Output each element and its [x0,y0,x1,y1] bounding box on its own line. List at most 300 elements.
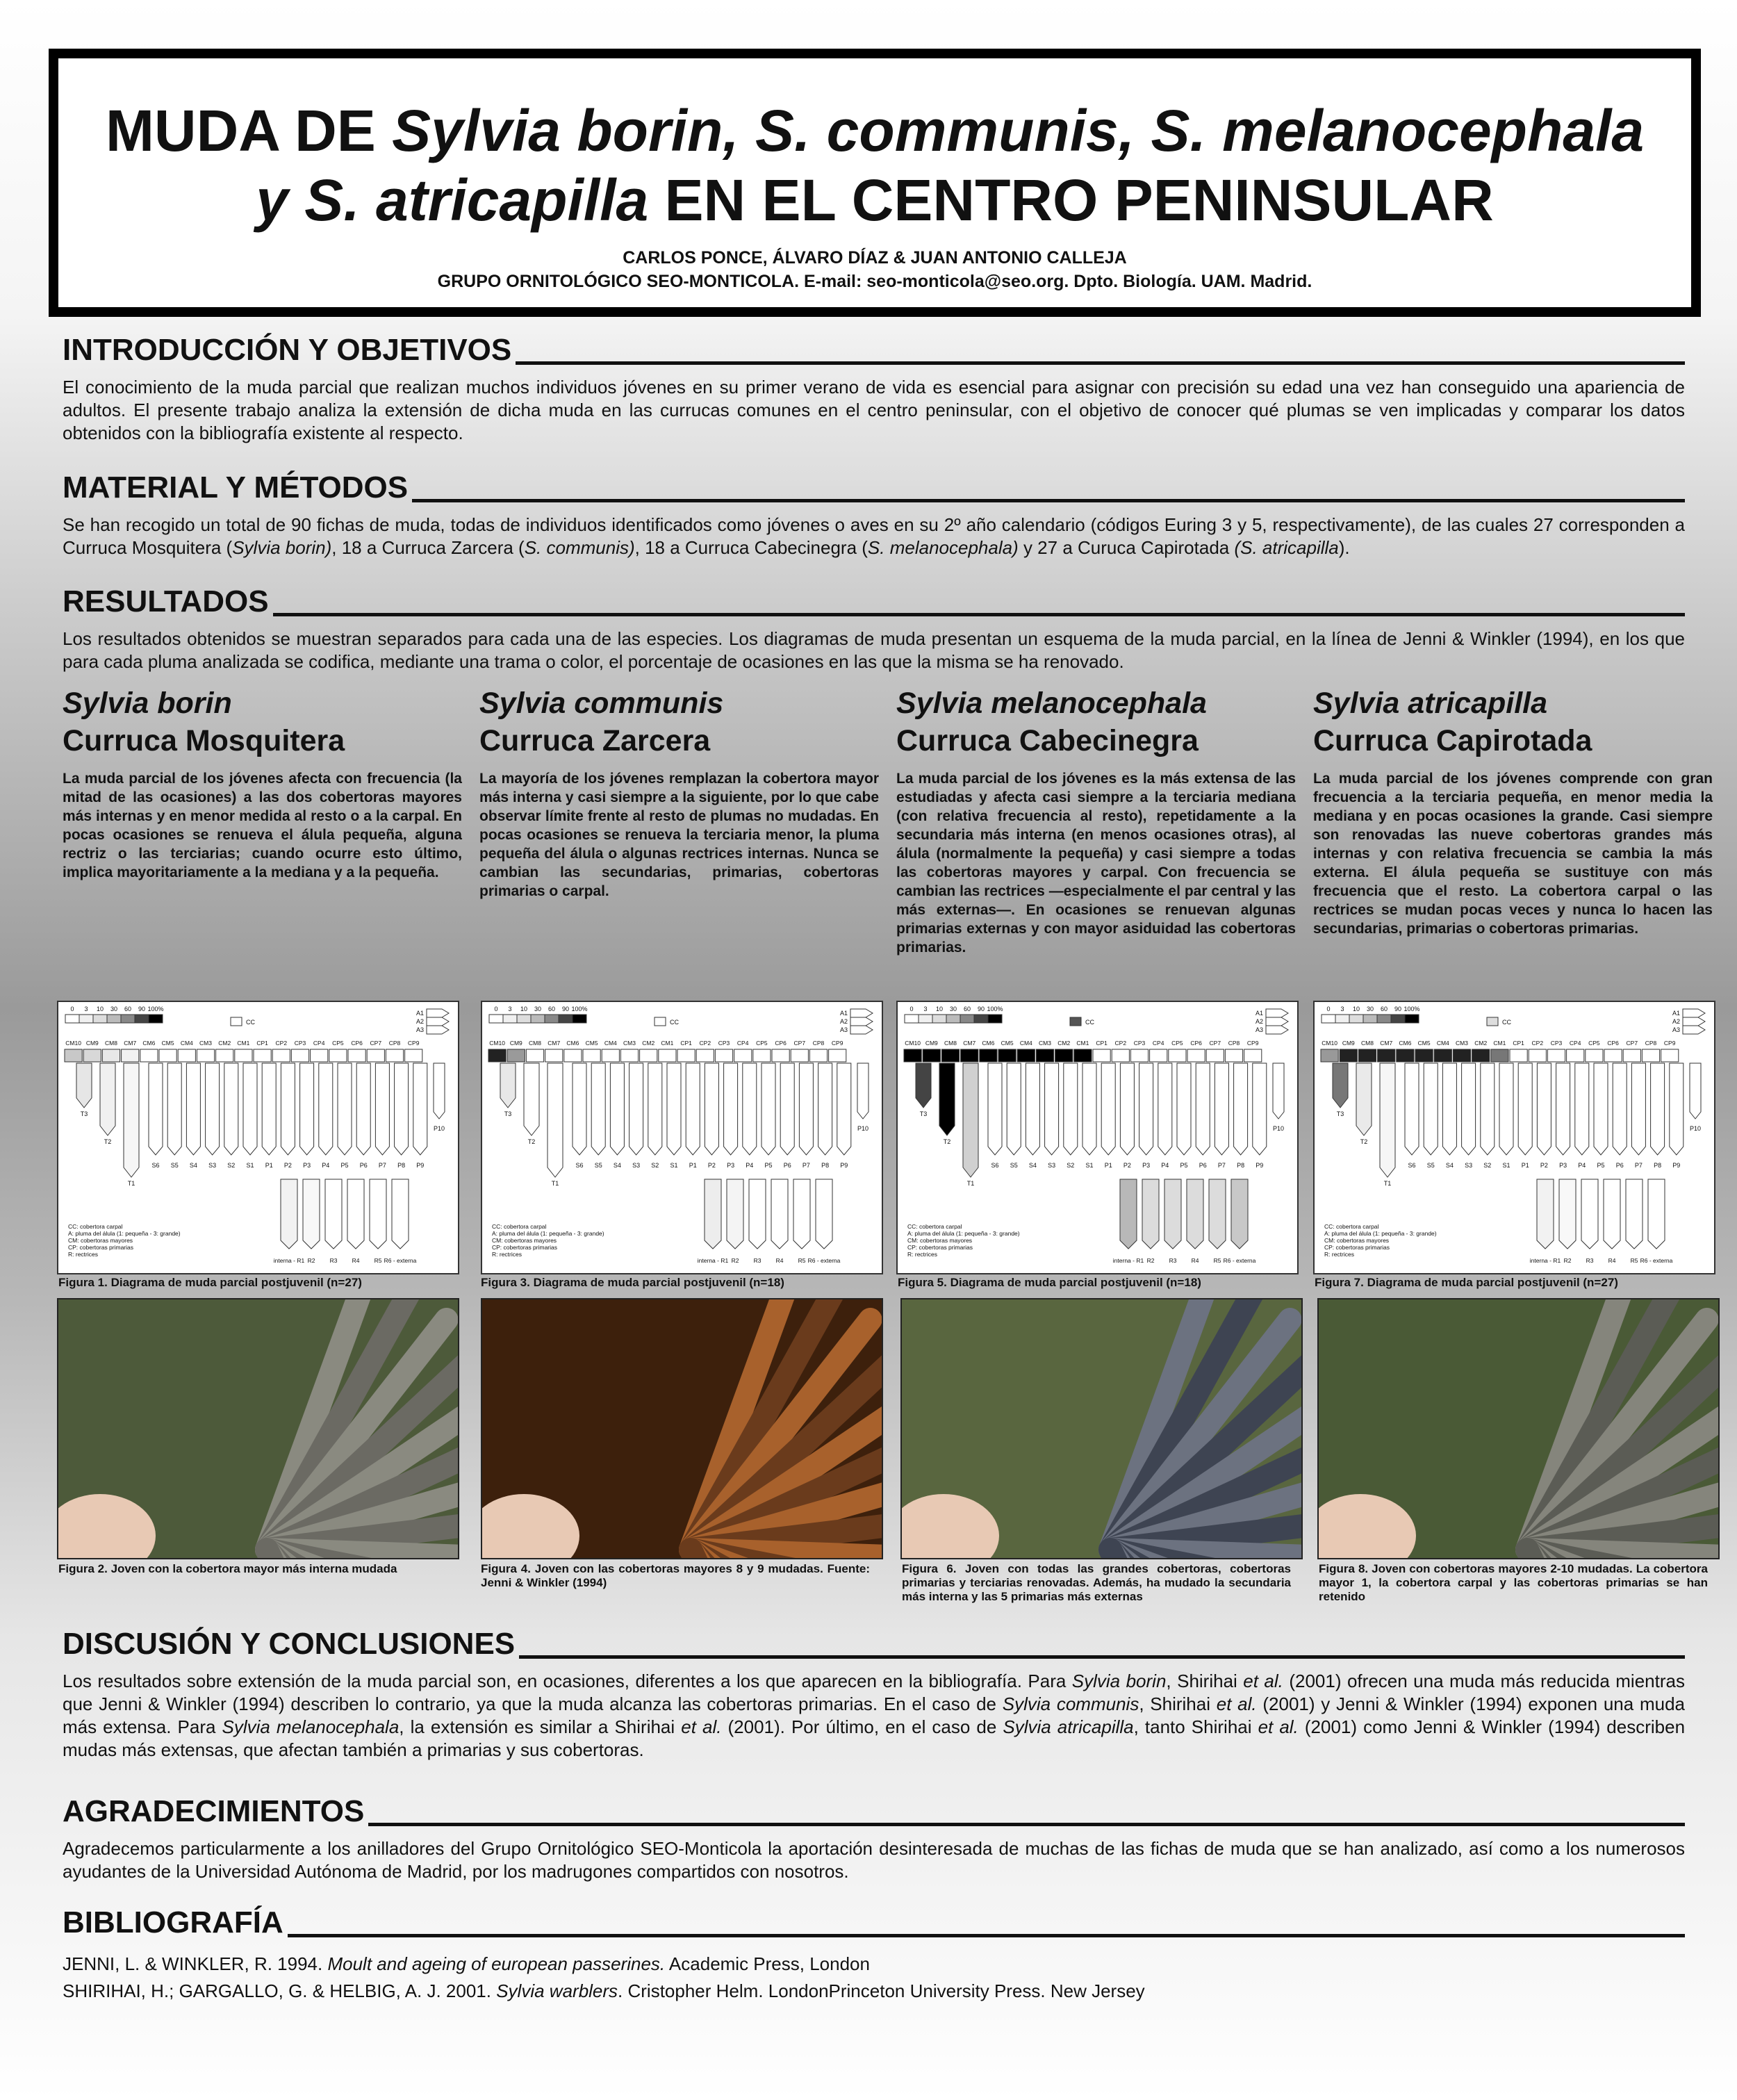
diagram-legend: CP: cobertoras primarias [1324,1244,1390,1251]
remige-feather [780,1063,794,1155]
remige-feather [1594,1063,1608,1155]
remige-feather [167,1063,181,1155]
carpal-covert [231,1017,242,1026]
rectrix-label: R2 [307,1257,315,1264]
covert-feather [961,1049,978,1062]
section-text: Agradecemos particularmente a los anilladores del Grupo Ornitológico SEO-Monticola la aportación desinteresada de muchas de las fichas de muda que se han analizado, así como a los numerosos ayudantes de la Universidad Autónoma de Madrid, por los madrugones compartidos con nosotros. [63,1838,1685,1882]
wing-photo-svg [58,1299,458,1558]
covert-label: CP4 [313,1040,325,1047]
remige-label: S1 [1085,1162,1094,1169]
alula-feather [1266,1009,1288,1017]
covert-feather [809,1049,827,1062]
scale-label: 90 [138,1006,146,1012]
tertial-feather [524,1063,539,1135]
rectrix-label: interna - R1 [1112,1257,1144,1264]
covert-label: CP9 [1246,1040,1259,1047]
covert-feather [753,1049,771,1062]
diagram-legend: CC: cobertora carpal [1324,1223,1379,1230]
covert-feather [1321,1049,1338,1062]
scale-label: 0 [70,1006,74,1012]
scale-swatch [121,1015,135,1023]
remige-feather [206,1063,220,1155]
remige-feather [1177,1063,1191,1155]
alula-feather [1266,1026,1288,1034]
tertial-feather [1356,1063,1372,1135]
remige-feather [224,1063,238,1155]
covert-feather [980,1049,997,1062]
covert-label: CM1 [1076,1040,1089,1047]
covert-label: CP9 [831,1040,843,1047]
rectrix-label: R6 - externa [1223,1257,1256,1264]
covert-label: CP3 [1133,1040,1146,1047]
covert-label: CM8 [105,1040,117,1047]
covert-label: CP6 [775,1040,787,1047]
covert-label: CM1 [1493,1040,1506,1047]
scale-label: 0 [909,1006,914,1012]
cc-label: CC [1502,1019,1511,1026]
covert-label: CP7 [1209,1040,1221,1047]
diagram-legend: A: pluma del álula (1: pequeña - 3: grande) [1324,1230,1437,1237]
covert-feather [1586,1049,1603,1062]
rectrix-feather [1120,1179,1137,1249]
diagram-legend: CC: cobertora carpal [907,1223,962,1230]
covert-feather [1434,1049,1451,1062]
tertial-feather [916,1063,931,1108]
moult-diagram [896,1001,1299,1274]
covert-label: CM1 [661,1040,674,1047]
rectrix-label: R2 [1563,1257,1572,1264]
remige-feather [686,1063,700,1155]
rectrix-label: R5 [798,1257,806,1264]
rectrix-label: R5 [374,1257,382,1264]
remige-feather [1139,1063,1153,1155]
scale-label: 3 [84,1006,88,1012]
covert-feather [197,1049,214,1062]
remige-label: S4 [1028,1162,1037,1169]
scale-swatch [559,1015,573,1023]
remige-label: S6 [575,1162,584,1169]
section-resultados [63,582,1685,673]
remige-feather [149,1063,163,1155]
species-column-4 [1313,684,1713,938]
p10-label: P10 [857,1125,869,1132]
covert-label: CM5 [1417,1040,1431,1047]
remige-label: P6 [1615,1162,1624,1169]
covert-label: CP4 [1569,1040,1581,1047]
remige-label: P7 [1217,1162,1226,1169]
scale-swatch [905,1015,919,1023]
rectrix-feather [771,1179,788,1249]
rectrix-label: R4 [1608,1257,1616,1264]
covert-label: CM7 [963,1040,976,1047]
rectrix-feather [749,1179,766,1249]
moult-diagram [57,1001,459,1274]
covert-label: CM10 [1322,1040,1337,1047]
covert-label: CP2 [1114,1040,1127,1047]
rectrix-label: R2 [731,1257,739,1264]
remige-label: P8 [397,1162,406,1169]
remige-label: P5 [764,1162,773,1169]
tertial-feather [963,1063,978,1177]
remige-feather [1631,1063,1645,1155]
remige-feather [610,1063,624,1155]
covert-label: CP1 [256,1040,268,1047]
scale-label: 30 [534,1006,542,1012]
cc-label: CC [1085,1019,1094,1026]
alula-feather [1266,1017,1288,1026]
section-agradecimientos [63,1791,1685,1883]
rectrix-label: R6 - externa [1640,1257,1673,1264]
remige-label: P5 [340,1162,349,1169]
covert-feather [772,1049,789,1062]
tertial-feather [939,1063,955,1135]
diagram-legend: R: rectrices [907,1251,937,1258]
covert-label: CP3 [1550,1040,1563,1047]
covert-label: CP6 [1190,1040,1202,1047]
alula-label: A1 [415,1010,424,1017]
scale-swatch [517,1015,531,1023]
rectrix-feather [1581,1179,1598,1249]
covert-label: CM8 [529,1040,541,1047]
carpal-covert [1070,1017,1081,1026]
covert-feather [1415,1049,1433,1062]
covert-label: CP8 [812,1040,825,1047]
alula-label: A3 [415,1026,424,1033]
covert-label: CP2 [275,1040,288,1047]
tertial-feather [124,1063,139,1177]
remige-label: P8 [821,1162,830,1169]
alula-label: A2 [1672,1018,1680,1025]
covert-feather [1453,1049,1470,1062]
covert-feather [583,1049,600,1062]
covert-label: CP8 [1645,1040,1657,1047]
tertial-label: T3 [1336,1110,1344,1117]
remige-feather [281,1063,295,1155]
remige-feather [1215,1063,1228,1155]
species-latin-name: Sylvia melanocephala [896,687,1207,720]
covert-label: CM8 [1361,1040,1374,1047]
remige-feather [1499,1063,1513,1155]
rectrix-feather [1626,1179,1643,1249]
covert-feather [507,1049,525,1062]
p10-feather [1690,1063,1701,1119]
p10-label: P10 [1689,1125,1702,1132]
covert-label: CM2 [1474,1040,1488,1047]
remige-feather [573,1063,586,1155]
remige-label: S4 [613,1162,621,1169]
remige-feather [395,1063,409,1155]
covert-feather [1340,1049,1357,1062]
covert-label: CM5 [1001,1040,1014,1047]
covert-label: CM4 [1436,1040,1449,1047]
covert-feather [1225,1049,1242,1062]
remige-feather [262,1063,276,1155]
p10-feather [434,1063,445,1119]
remige-label: S1 [1502,1162,1510,1169]
remige-label: S1 [670,1162,678,1169]
remige-label: S1 [246,1162,254,1169]
scale-label: 3 [923,1006,928,1012]
remige-feather [1613,1063,1627,1155]
figure-caption: Figura 1. Diagrama de muda parcial postjuvenil (n=27) [58,1276,362,1289]
covert-feather [235,1049,252,1062]
rectrix-label: R5 [1213,1257,1221,1264]
remige-label: P3 [727,1162,735,1169]
covert-feather [178,1049,195,1062]
remige-label: S3 [208,1162,217,1169]
covert-feather [696,1049,714,1062]
remige-feather [591,1063,605,1155]
remige-label: P8 [1654,1162,1662,1169]
covert-label: CM1 [237,1040,250,1047]
rectrix-feather [1164,1179,1181,1249]
rectrix-label: interna - R1 [697,1257,729,1264]
scale-label: 10 [96,1006,104,1012]
remige-label: P9 [840,1162,848,1169]
rectrix-feather [392,1179,409,1249]
alula-label: A3 [839,1026,848,1033]
rectrix-feather [281,1179,297,1249]
rectrix-feather [325,1179,342,1249]
diagram-legend: CP: cobertoras primarias [907,1244,973,1251]
carpal-covert [1487,1017,1498,1026]
covert-label: CP1 [1096,1040,1108,1047]
covert-feather [602,1049,619,1062]
rectrix-label: R6 - externa [384,1257,417,1264]
species-common-name: Curruca Mosquitera [63,724,345,757]
covert-feather [1055,1049,1073,1062]
covert-feather [941,1049,959,1062]
remige-feather [988,1063,1002,1155]
covert-label: CP4 [736,1040,749,1047]
tertial-feather [1333,1063,1348,1108]
remige-label: P8 [1237,1162,1245,1169]
remige-label: P3 [1559,1162,1567,1169]
photo-caption: Figura 8. Joven con cobertoras mayores 2-10 mudadas. La cobertora mayor 1, la cobertora carpal y las cobertoras primarias se han retenido [1319,1562,1708,1603]
section-material [63,468,1685,559]
rectrix-label: R3 [329,1257,338,1264]
remige-label: P9 [1256,1162,1264,1169]
scale-swatch [573,1015,586,1023]
remige-label: S2 [1483,1162,1492,1169]
rectrix-label: interna - R1 [273,1257,305,1264]
scale-label: 60 [1380,1006,1388,1012]
poster-title-line1: MUDA DE Sylvia borin, S. communis, S. melanocephala [105,98,1645,163]
alula-feather [1683,1009,1705,1017]
scale-label: 60 [124,1006,132,1012]
section-heading: BIBLIOGRAFÍA [63,1903,1685,1943]
covert-label: CP5 [756,1040,768,1047]
covert-label: CM6 [982,1040,995,1047]
covert-feather [83,1049,101,1062]
rectrix-label: R3 [753,1257,762,1264]
rectrix-feather [303,1179,320,1249]
rectrix-label: R6 - externa [807,1257,841,1264]
remige-label: P2 [707,1162,716,1169]
covert-feather [1491,1049,1508,1062]
remige-label: S6 [991,1162,999,1169]
tertial-feather [500,1063,516,1108]
tertial-label: T2 [527,1138,536,1145]
rectrix-label: R2 [1146,1257,1155,1264]
covert-label: CM6 [566,1040,579,1047]
scale-label: 0 [1326,1006,1331,1012]
section-heading: DISCUSIÓN Y CONCLUSIONES [63,1624,1685,1664]
covert-label: CM6 [142,1040,156,1047]
covert-feather [923,1049,940,1062]
covert-feather [122,1049,139,1062]
remige-label: S2 [1067,1162,1075,1169]
covert-feather [1510,1049,1527,1062]
remige-feather [1026,1063,1039,1155]
covert-feather [526,1049,543,1062]
covert-feather [1378,1049,1395,1062]
scale-label: 90 [977,1006,985,1012]
covert-feather [140,1049,158,1062]
covert-feather [1093,1049,1110,1062]
rectrix-feather [1537,1179,1554,1249]
covert-feather [1017,1049,1035,1062]
scale-label: 30 [1366,1006,1374,1012]
remige-feather [1234,1063,1248,1155]
remige-label: P1 [1521,1162,1529,1169]
moult-diagram-svg [482,1002,882,1273]
alula-label: A1 [1672,1010,1680,1017]
alula-feather [850,1009,873,1017]
diagram-legend: A: pluma del álula (1: pequeña - 3: grande) [68,1230,181,1237]
scale-swatch [1349,1015,1363,1023]
scale-swatch [135,1015,149,1023]
remige-label: P5 [1597,1162,1605,1169]
covert-label: CP2 [699,1040,711,1047]
covert-feather [1642,1049,1659,1062]
remige-label: S2 [651,1162,659,1169]
covert-label: CP7 [1626,1040,1638,1047]
moult-diagram [481,1001,883,1274]
remige-label: P6 [1199,1162,1207,1169]
remige-feather [1082,1063,1096,1155]
section-discusion [63,1624,1685,1762]
rectrix-feather [347,1179,364,1249]
remige-feather [799,1063,813,1155]
scale-label: 60 [548,1006,556,1012]
remige-feather [1101,1063,1115,1155]
cc-label: CC [246,1019,255,1026]
rectrix-label: R4 [775,1257,784,1264]
scale-label: 90 [561,1006,570,1012]
scale-swatch [1335,1015,1349,1023]
remige-label: P4 [1578,1162,1586,1169]
diagram-legend: CP: cobertoras primarias [492,1244,558,1251]
rectrix-feather [1187,1179,1203,1249]
rectrix-label: interna - R1 [1529,1257,1561,1264]
alula-label: A2 [1255,1018,1263,1025]
scale-label: 60 [963,1006,971,1012]
covert-feather [216,1049,233,1062]
remige-label: S4 [189,1162,197,1169]
species-column-2 [479,684,879,901]
diagram-legend: CM: cobertoras mayores [1324,1237,1390,1244]
scale-label: 10 [935,1006,944,1012]
remige-label: P7 [1634,1162,1643,1169]
covert-label: CM10 [905,1040,921,1047]
diagram-legend: R: rectrices [1324,1251,1354,1258]
covert-feather [1529,1049,1546,1062]
remige-label: P7 [378,1162,386,1169]
alula-label: A3 [1672,1026,1680,1033]
covert-label: CP7 [793,1040,806,1047]
covert-feather [102,1049,120,1062]
rectrix-label: R3 [1169,1257,1177,1264]
rectrix-label: R4 [352,1257,360,1264]
tertial-label: T3 [919,1110,928,1117]
section-text: Los resultados obtenidos se muestran separados para cada una de las especies. Los diagramas de muda presentan un esquema de la muda parcial, en la línea de Jenni & Winkler (1994), en los que para cada pluma analizada se codifica, mediante una trama o color, el porcentaje de ocasiones en las que la misma se ha renovado. [63,628,1685,672]
species-text: La muda parcial de los jóvenes afecta con frecuencia (la mitad de las ocasiones) a las dos cobertoras mayores más internas y en menor medida al resto o a la carpal. En pocas ocasiones se renueva el álula pequeña, alguna rectriz o las terciarias; cuando ocurre esto último, implica mayoritariamente a la mediana y a la pequeña. [63,771,462,880]
diagram-legend: CM: cobertoras mayores [492,1237,557,1244]
tertial-label: T2 [104,1138,112,1145]
remige-label: S3 [1048,1162,1056,1169]
remige-feather [1064,1063,1078,1155]
section-heading: INTRODUCCIÓN Y OBJETIVOS [63,330,1685,370]
wing-photo [900,1298,1303,1559]
covert-label: CM9 [1342,1040,1355,1047]
remige-feather [1405,1063,1419,1155]
covert-feather [640,1049,657,1062]
remige-label: P6 [359,1162,368,1169]
wing-photo [57,1298,459,1559]
scale-swatch [79,1015,93,1023]
remige-label: S6 [151,1162,160,1169]
covert-label: CM4 [180,1040,193,1047]
covert-label: CP5 [332,1040,344,1047]
remige-label: P9 [416,1162,425,1169]
section-heading: MATERIAL Y MÉTODOS [63,468,1685,508]
covert-feather [659,1049,676,1062]
rectrix-feather [816,1179,832,1249]
remige-feather [705,1063,718,1155]
title-box [49,49,1701,317]
scale-label: 30 [949,1006,957,1012]
covert-feather [1036,1049,1053,1062]
covert-label: CM5 [585,1040,598,1047]
moult-diagram-svg [1315,1002,1714,1273]
remige-feather [1462,1063,1476,1155]
covert-feather [1623,1049,1640,1062]
remige-feather [837,1063,851,1155]
covert-label: CP1 [680,1040,692,1047]
remige-label: S3 [1465,1162,1473,1169]
diagram-legend: CP: cobertoras primarias [68,1244,134,1251]
tertial-label: T1 [127,1180,135,1187]
covert-feather [1130,1049,1148,1062]
rectrix-feather [1559,1179,1576,1249]
remige-feather [319,1063,333,1155]
scale-swatch [1377,1015,1391,1023]
covert-label: CM7 [1380,1040,1393,1047]
section-text: Los resultados sobre extensión de la muda parcial son, en ocasiones, diferentes a los que aparecen en la bibliografía. Para Sylvia borin, Shirihai et al. (2001) ofrecen una muda más reducida mientras que Jenni & Winkler (1994) describen lo contrario, ya que la muda alcanza las cobertoras primarias. En el caso de Sylvia communis, Shirihai et al. (2001) y Jenni & Winkler (1994) exponen una muda más extensa. Para Sylvia melanocephala, la extensión es similar a Shirihai et al. (2001). Por último, en el caso de Sylvia atricapilla, tanto Shirihai et al. (2001) como Jenni & Winkler (1994) describen mudas más extensas, que afectan también a primarias y sus cobertoras. [63,1671,1686,1760]
remige-label: S4 [1445,1162,1454,1169]
covert-label: CM3 [1456,1040,1468,1047]
remige-feather [1537,1063,1551,1155]
rectrix-feather [793,1179,810,1249]
cc-label: CC [670,1019,679,1026]
covert-label: CP9 [1663,1040,1676,1047]
scale-label: 100% [987,1006,1003,1012]
diagram-legend: R: rectrices [492,1251,522,1258]
covert-label: CP8 [1228,1040,1240,1047]
diagram-legend: CM: cobertoras mayores [907,1237,973,1244]
p10-label: P10 [1272,1125,1285,1132]
